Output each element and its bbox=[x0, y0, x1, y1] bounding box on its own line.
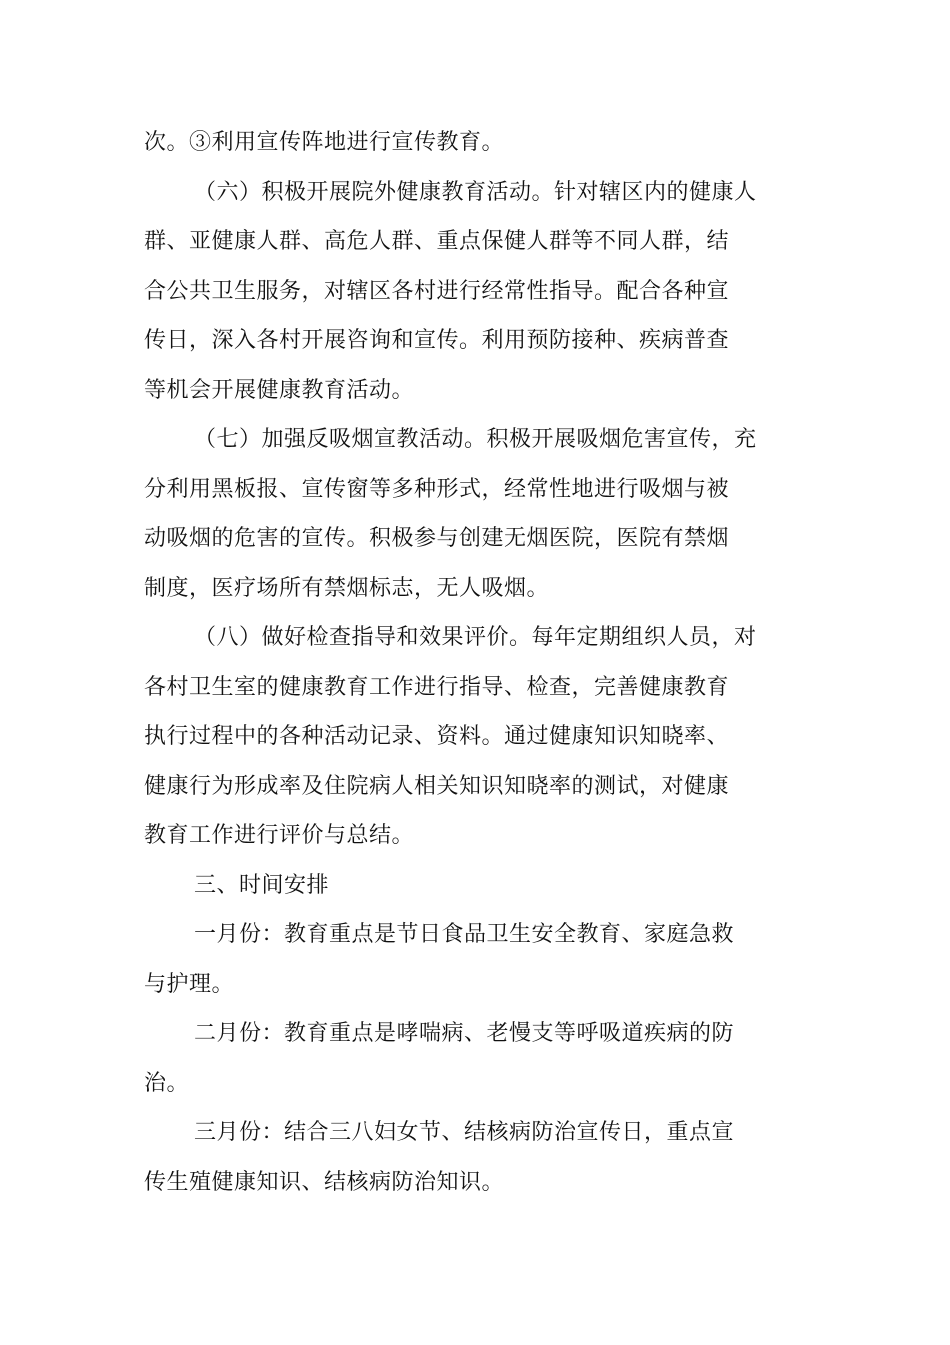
text-line: 次。③利用宣传阵地进行宣传教育。 bbox=[144, 130, 505, 155]
text-line: 合公共卫生服务，对辖区各村进行经常性指导。配合各种宣 bbox=[144, 278, 730, 304]
text-line: 动吸烟的危害的宣传。积极参与创建无烟医院，医院有禁烟 bbox=[144, 526, 730, 551]
text-line: 制度，医疗场所有禁烟标志，无人吸烟。 bbox=[144, 575, 550, 601]
text-line: 传日，深入各村开展咨询和宣传。利用预防接种、疾病普查 bbox=[144, 328, 730, 353]
section-eight-heading-line: （八）做好检查指导和效果评价。每年定期组织人员，对 bbox=[194, 625, 757, 650]
section-three-heading: 三、时间安排 bbox=[194, 872, 330, 898]
text-line: 与护理。 bbox=[144, 971, 235, 997]
text-line: 群、亚健康人群、高危人群、重点保健人群等不同人群，结 bbox=[144, 229, 730, 254]
section-seven-heading-line: （七）加强反吸烟宣教活动。积极开展吸烟危害宣传，充 bbox=[194, 427, 757, 452]
section-six-heading-line: （六）积极开展院外健康教育活动。针对辖区内的健康人 bbox=[194, 179, 757, 205]
text-line: 教育工作进行评价与总结。 bbox=[144, 823, 415, 848]
text-line: 等机会开展健康教育活动。 bbox=[144, 377, 415, 403]
january-item-line: 一月份：教育重点是节日食品卫生安全教育、家庭急救 bbox=[194, 922, 735, 947]
february-item-line: 二月份：教育重点是哮喘病、老慢支等呼吸道疾病的防 bbox=[194, 1021, 735, 1046]
document-body bbox=[144, 118, 757, 1207]
text-line: 健康行为形成率及住院病人相关知识知晓率的测试，对健康 bbox=[144, 773, 730, 799]
text-line: 治。 bbox=[144, 1070, 190, 1096]
text-line: 传生殖健康知识、结核病防治知识。 bbox=[144, 1169, 505, 1195]
text-line: 各村卫生室的健康教育工作进行指导、检查，完善健康教育 bbox=[144, 674, 730, 700]
text-line: 分利用黑板报、宣传窗等多种形式，经常性地进行吸烟与被 bbox=[144, 476, 730, 502]
march-item-line: 三月份：结合三八妇女节、结核病防治宣传日，重点宣 bbox=[194, 1120, 735, 1145]
text-line: 执行过程中的各种活动记录、资料。通过健康知识知晓率、 bbox=[144, 724, 730, 749]
